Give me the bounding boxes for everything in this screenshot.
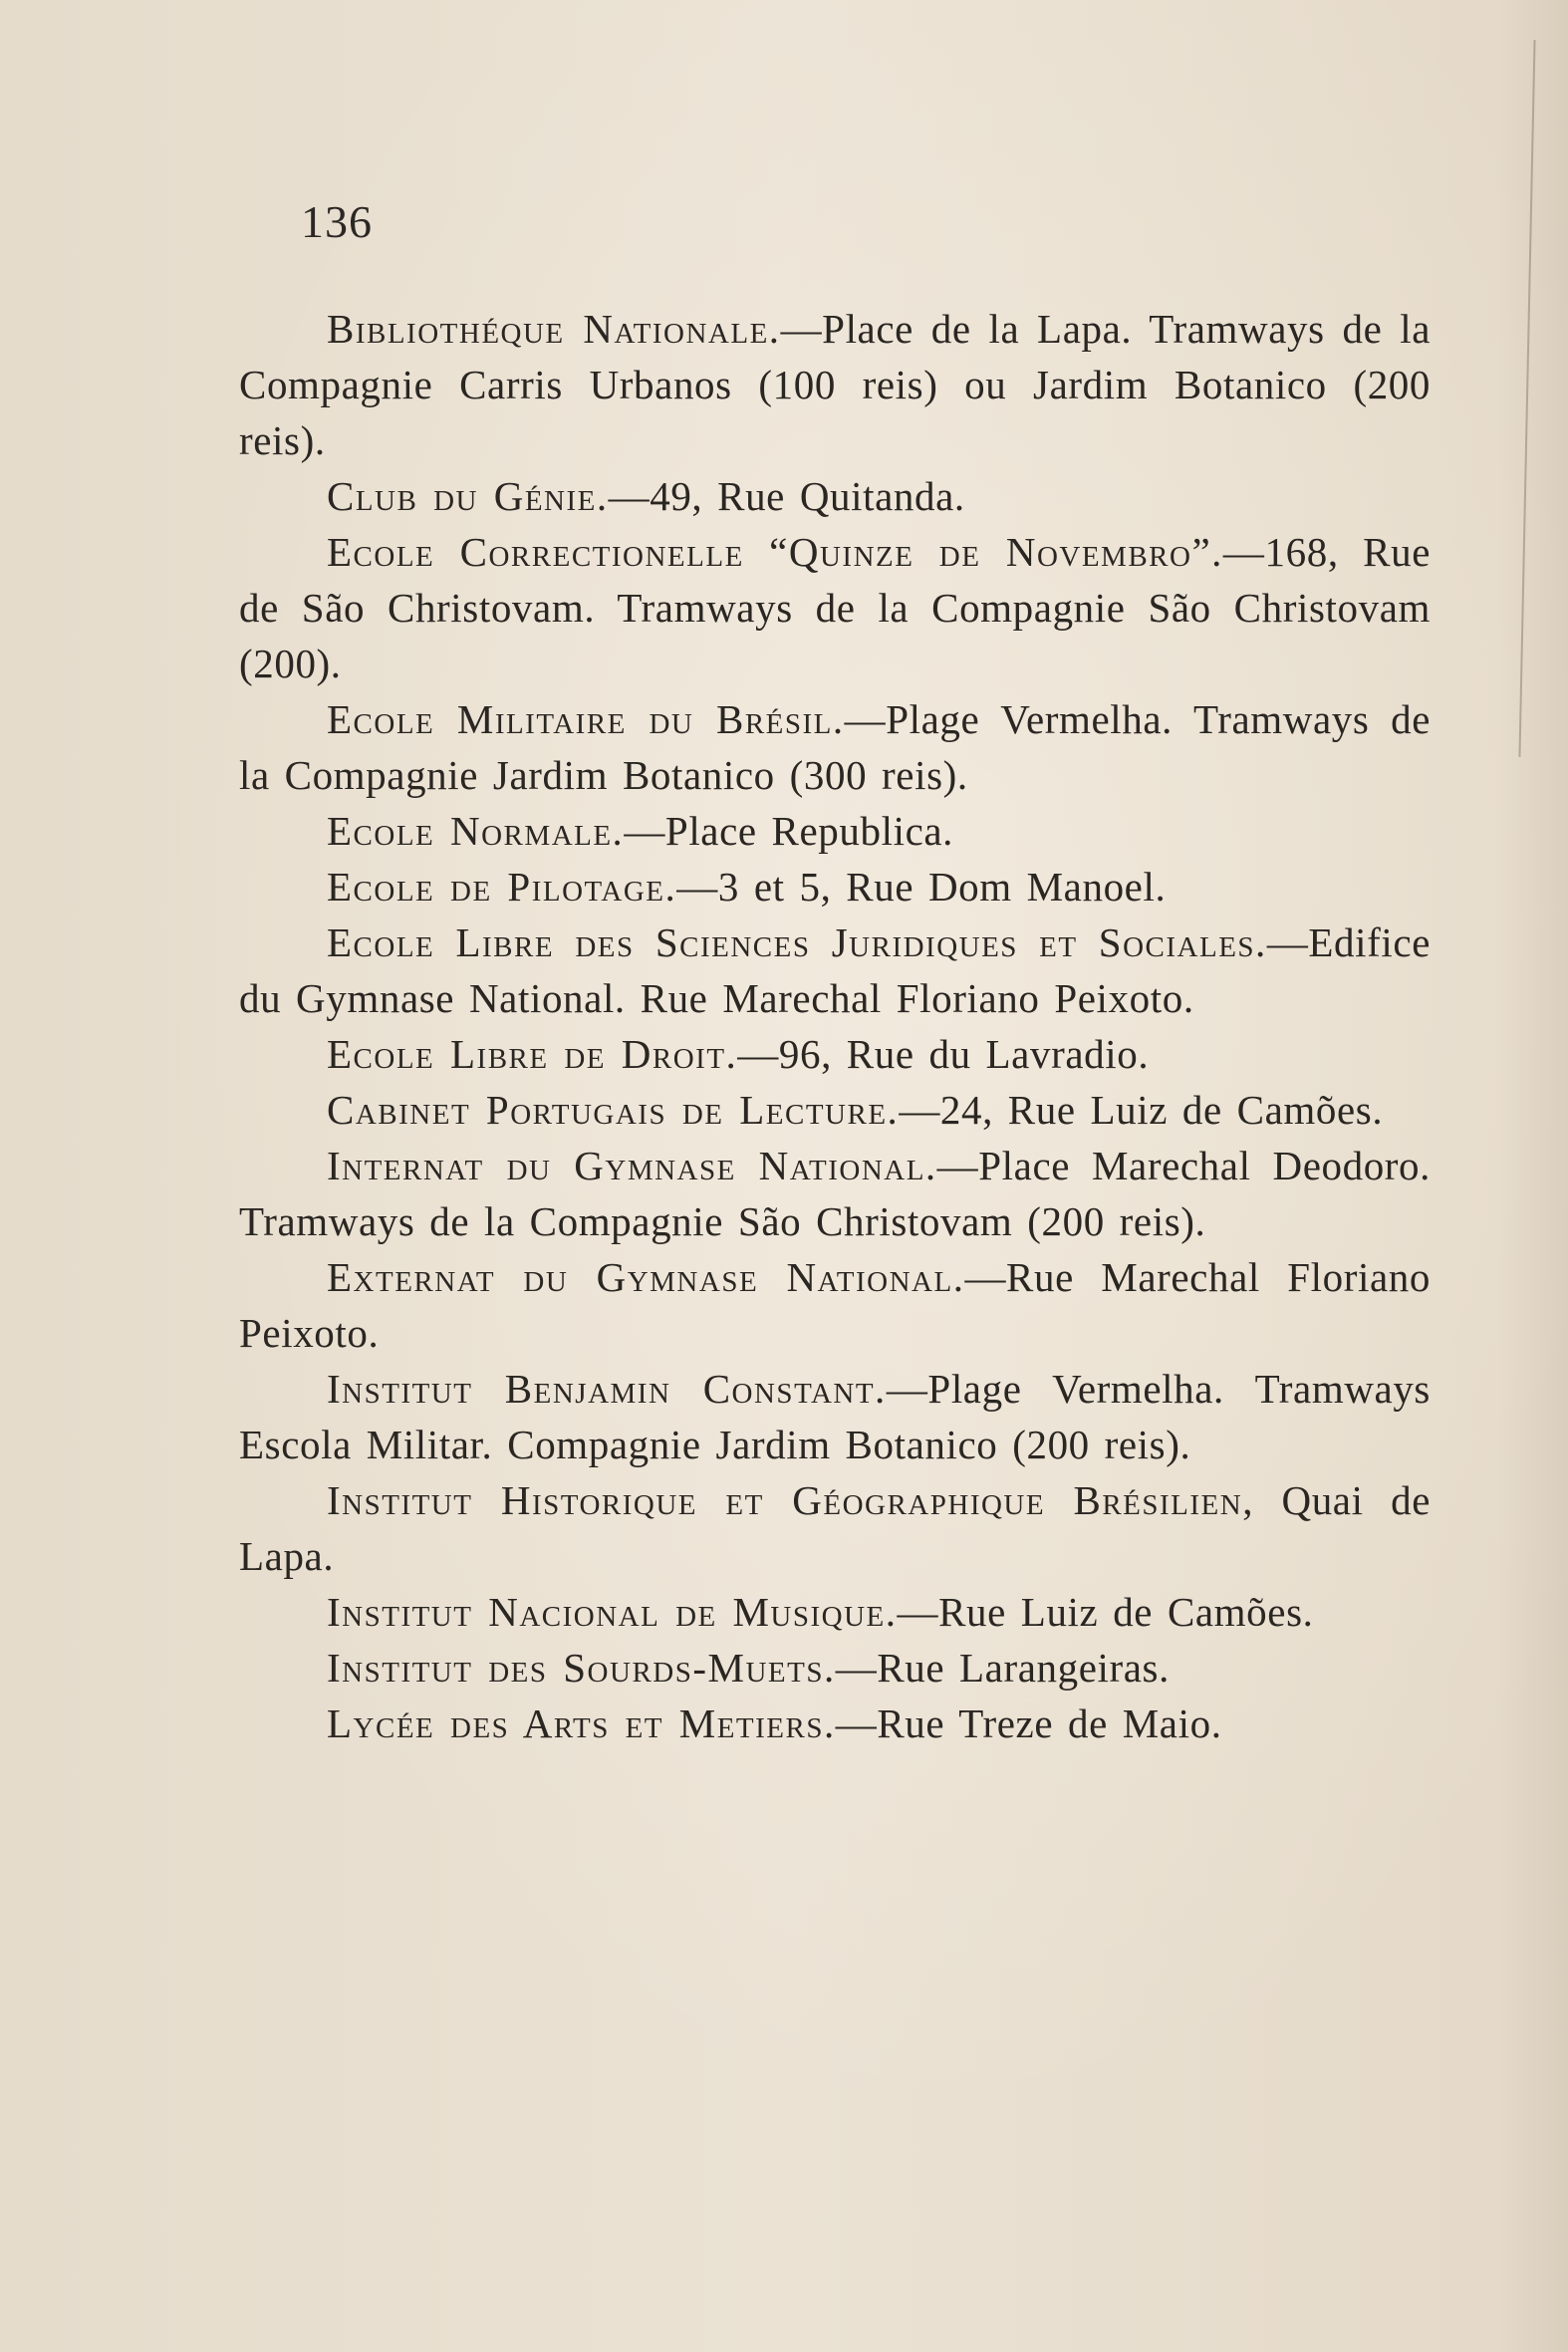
entry-club-du-genie (239, 468, 1431, 524)
entry-name: Institut Nacional de Musique. (327, 1589, 898, 1635)
entry-ecole-libre-sciences (239, 915, 1431, 1026)
entry-name: Institut Historique et Géographique Brésilien, (327, 1477, 1254, 1523)
entry-name: Institut des Sourds-Muets. (327, 1645, 836, 1691)
entry-name: Externat du Gymnase National. (327, 1254, 965, 1300)
entry-text: —96, Rue du Lavradio. (737, 1031, 1150, 1077)
entry-ecole-militaire (239, 691, 1431, 803)
entry-cabinet-portugais (239, 1082, 1431, 1138)
entry-name: Cabinet Portugais de Lecture. (327, 1087, 900, 1133)
page-edge-shadow (1498, 0, 1568, 2352)
entry-institut-historique (239, 1472, 1431, 1584)
entry-text: —24, Rue Luiz de Camões. (899, 1087, 1384, 1133)
entry-ecole-normale (239, 803, 1431, 859)
entry-institut-benjamin-constant (239, 1361, 1431, 1472)
entry-name: Bibliothéque Nationale. (327, 306, 781, 352)
entry-name: Ecole de Pilotage. (327, 864, 677, 910)
entry-name: Ecole Libre de Droit. (327, 1031, 738, 1077)
entry-text: —Place Republica. (624, 808, 954, 854)
entry-internat-gymnase (239, 1138, 1431, 1249)
entry-name: Ecole Normale. (327, 808, 625, 854)
entry-name: Internat du Gymnase National. (327, 1143, 937, 1188)
entry-institut-nacional-musique (239, 1584, 1431, 1640)
entry-name: Lycée des Arts et Metiers. (327, 1700, 836, 1746)
directory-list (239, 301, 1431, 1751)
entry-name: Ecole Libre des Sciences Juridiques et Sociales. (327, 919, 1267, 965)
entry-text: —Place Marechal Deodoro. Tramways de la Compagnie São Christovam (200 reis). (239, 1143, 1431, 1244)
entry-ecole-libre-droit (239, 1026, 1431, 1082)
entry-ecole-de-pilotage (239, 859, 1431, 915)
entry-text: —Plage Vermelha. Tramways de la Compagnie Jardim Botanico (300 reis). (239, 696, 1431, 798)
entry-bibliotheque-nationale (239, 301, 1431, 468)
entry-text: —Place de la Lapa. Tramways de la Compagnie Carris Urbanos (100 reis) ou Jardim Botanico (200 reis). (239, 306, 1431, 463)
entry-text: —168, Rue de São Christovam. Tramways de la Compagnie São Christovam (200). (239, 529, 1431, 686)
entry-text: —49, Rue Quitanda. (608, 473, 965, 519)
entry-name: Ecole Militaire du Brésil. (327, 696, 845, 742)
entry-text: —Edifice du Gymnase National. Rue Marechal Floriano Peixoto. (239, 919, 1431, 1021)
entry-text: —Rue Treze de Maio. (835, 1700, 1222, 1746)
entry-text: —Rue Marechal Floriano Peixoto. (239, 1254, 1431, 1356)
entry-name: Ecole Correctionelle “Quinze de Novembro”. (327, 529, 1223, 575)
entry-institut-sourds-muets (239, 1640, 1431, 1696)
entry-text: —3 et 5, Rue Dom Manoel. (676, 864, 1167, 910)
entry-externat-gymnase (239, 1249, 1431, 1361)
entry-text: —Plage Vermelha. Tramways Escola Militar. Compagnie Jardim Botanico (200 reis). (239, 1366, 1431, 1467)
entry-name: Institut Benjamin Constant. (327, 1366, 887, 1412)
entry-text: —Rue Larangeiras. (835, 1645, 1170, 1691)
entry-name: Club du Génie. (327, 473, 609, 519)
page-number: 136 (301, 196, 373, 247)
entry-ecole-correctionelle (239, 524, 1431, 691)
entry-text: —Rue Luiz de Camões. (897, 1589, 1314, 1635)
entry-text: Quai de Lapa. (239, 1477, 1431, 1579)
entry-lycee-arts-metiers (239, 1696, 1431, 1751)
